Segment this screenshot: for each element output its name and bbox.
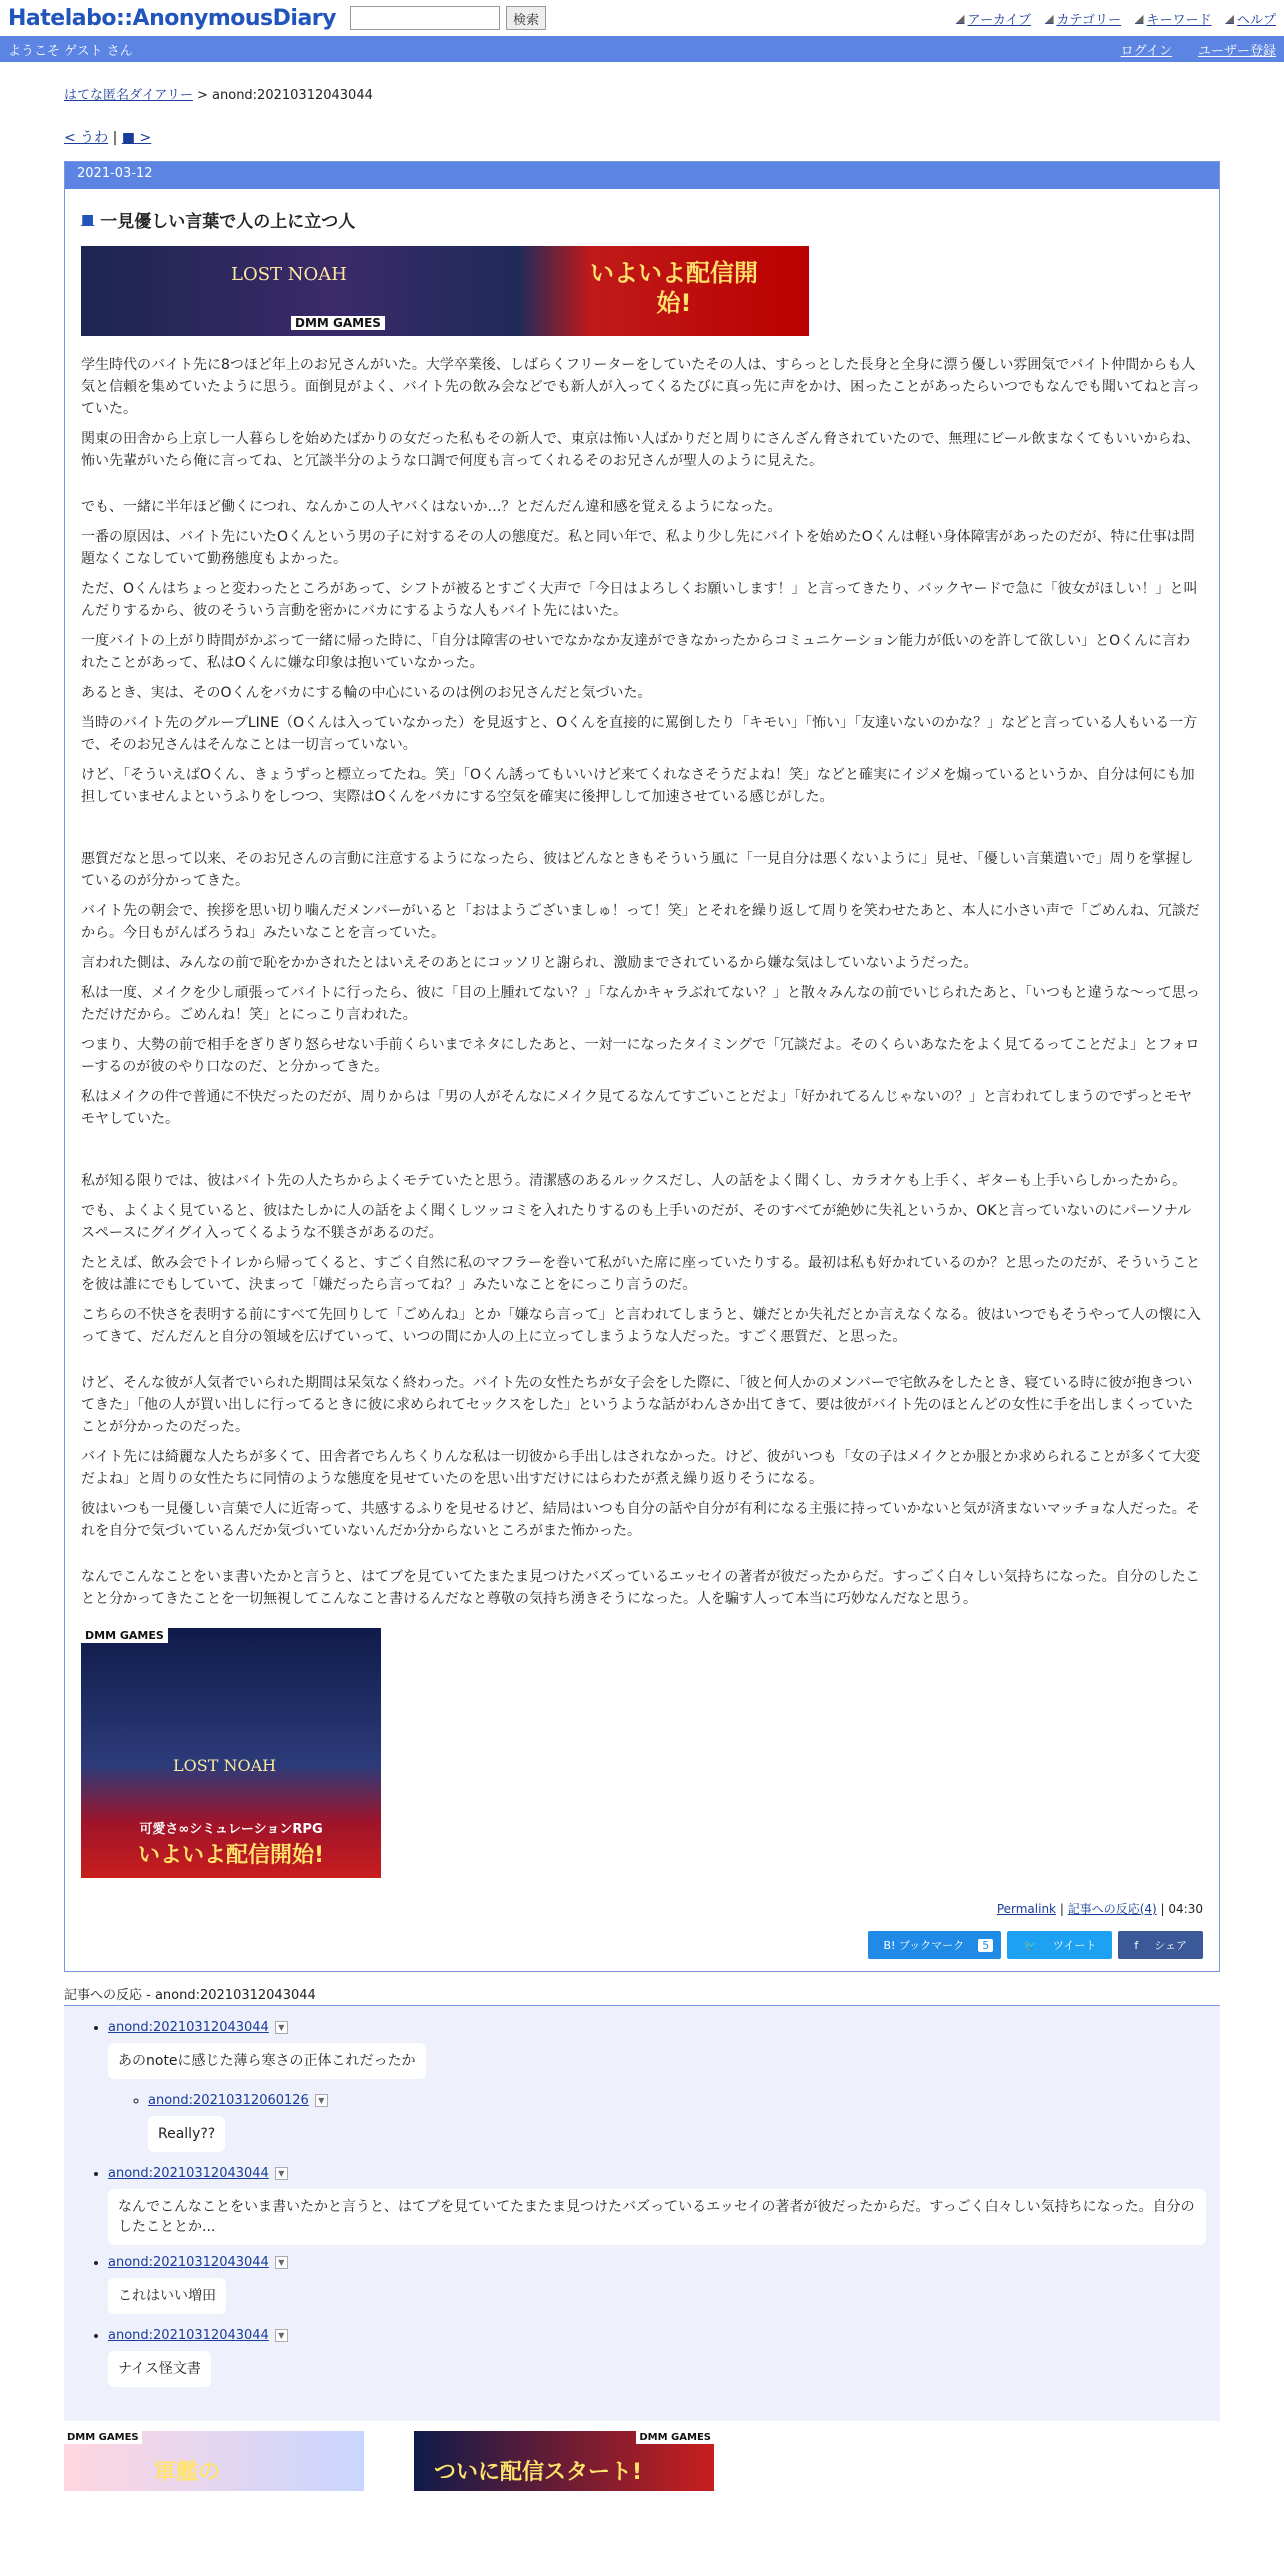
nav-arrow-icon: ◢ [1135, 11, 1144, 25]
body-paragraph: でも、よくよく見ていると、彼はたしかに人の話をよく聞くしツッコミを入れたりするのも上手いのだが、そのすべてが絶妙に失礼というか、OKと言っていないのにパーソナルスペースにグイグイ入ってくるような不躾さがあるのだ。 [81, 1203, 1192, 1241]
body-paragraph: あるとき、実は、そのOくんをバカにする輪の中心にいるのは例のお兄さんだと気づいた。 [81, 685, 652, 701]
share-label: シェア [1154, 1939, 1187, 1952]
body-paragraph: 一度バイトの上がり時間がかぶって一緒に帰った時に、「自分は障害のせいでなかなか友達ができなかったからコミュニケーション能力が低いのを許して欲しい」とOくんに言われたことがあって、私はOくんに嫌な印象は抱いていなかった。 [81, 633, 1191, 671]
body-paragraph: 関東の田舎から上京し一人暮らしを始めたばかりの女だった私もその新人で、東京は怖い人ばかりだと周りにさんざん脅されていたので、無理にビール飲まなくてもいいからね、怖い先輩がいたら俺に言ってね、と冗談半分のような口調で何度も言ってくれるそのお兄さんが聖人のように見えた。 [81, 431, 1200, 469]
entry-footer [81, 1900, 1203, 1917]
tweet-button[interactable] [1007, 1931, 1112, 1959]
reaction-item [108, 2255, 1220, 2324]
day-date: 2021-03-12 [65, 162, 1219, 189]
nav-arrow-icon: ◢ [1225, 11, 1234, 25]
body-paragraph: こちらの不快さを表明する前にすべて先回りして「ごめんね」とか「嫌なら言って」と言われてしまうと、嫌だとか失礼だとか言えなくなる。彼はいつでもそうやって人の懐に入ってきて、だんだんと自分の領域を広げていって、いつの間にか人の上に立ってしまうような人だった。すごく悪質だ、と思った。 [81, 1307, 1201, 1345]
paragraph-spacer [81, 832, 1203, 848]
ad-brand-badge: DMM GAMES [291, 316, 385, 330]
reactions-list [64, 2006, 1220, 2421]
footer-separator: | [1059, 1902, 1064, 1916]
nav-help-link[interactable] [1226, 9, 1276, 28]
body-paragraph: ただ、Oくんはちょっと変わったところがあって、シフトが被るとすごく大声で「今日はよろしくお願いします！」と言ってきたり、バックヤードで急に「彼女がほしい！」と叫んだりするから、彼のそういう言動を密かにバカにするような人もバイト先にはいた。 [81, 581, 1198, 619]
nav-keyword-link[interactable] [1135, 9, 1211, 28]
expand-toggle-icon[interactable]: ▼ [275, 2256, 288, 2269]
expand-toggle-icon[interactable]: ▼ [315, 2094, 328, 2107]
entry-body [81, 354, 1203, 1610]
reaction-text: なんでこんなことをいま書いたかと言うと、はてブを見ていてたまたま見つけたバズっているエッセイの著者が彼だったからだ。すっごく白々しい気持ちになった。自分のしたこととか... [108, 2189, 1206, 2245]
ad-brand-badge: DMM GAMES [81, 1628, 168, 1643]
search-input[interactable] [350, 6, 500, 30]
entry-title-text: 一見優しい言葉で人の上に立つ人 [100, 212, 356, 232]
breadcrumb-root-link[interactable]: はてな匿名ダイアリー [64, 88, 193, 103]
entry-anchor-icon[interactable]: ■ [81, 211, 95, 228]
pager [64, 127, 1220, 147]
body-paragraph: 私が知る限りでは、彼はバイト先の人たちからよくモテていたと思う。清潔感のあるルックスだし、人の話をよく聞くし、カラオケも上手く、ギターも上手いらしかったから。 [81, 1173, 1187, 1189]
nav-category-label: カテゴリー [1056, 12, 1122, 28]
ad-brand-badge: DMM GAMES [64, 2431, 142, 2444]
diary-day [64, 161, 1220, 1972]
entry-title [81, 207, 1203, 232]
ad-banner-logo: LOST NOAH [231, 264, 347, 285]
body-paragraph: 私は一度、メイクを少し頑張ってバイトに行ったら、彼に「目の上腫れてない？」「なんかキャラぶれてない？」と散々みんなの前でいじられたあと、「いつもと違うな〜って思っただけだから。ごめんね！笑」とにっこり言われた。 [81, 985, 1200, 1023]
reactions-link[interactable]: 記事への反応(4) [1067, 1902, 1157, 1916]
reaction-item [108, 2166, 1220, 2245]
top-nav [956, 9, 1276, 28]
reaction-link[interactable]: anond:20210312043044 [108, 2328, 269, 2343]
nav-arrow-icon: ◢ [1045, 11, 1054, 25]
entry-section [65, 189, 1219, 1971]
hatena-bookmark-button[interactable] [868, 1931, 1002, 1959]
user-bar [0, 36, 1284, 62]
ad-banner-headline: いよいよ配信開始! [590, 259, 758, 317]
breadcrumb-separator: > [196, 88, 208, 103]
ad-banner-headline: 軍艦の [154, 2460, 221, 2485]
body-paragraph: けど、「そういえばOくん、きょうずっと標立ってたね。笑」「Oくん誘ってもいいけど来てくれなさそうだよね！笑」などと確実にイジメを煽っているというか、自分は何にも加担していませんよというふりをしつつ、実際はOくんをバカにする空気を確実に後押しして加速させている感じがした。 [81, 767, 1195, 805]
body-paragraph: 悪質だなと思って以来、そのお兄さんの言動に注意するようになったら、彼はどんなときもそういう風に「一見自分は悪くないように」見せ、「優しい言葉遣いで」周りを掌握しているのが分かってきた。 [81, 851, 1194, 889]
paragraph-spacer [81, 1550, 1203, 1566]
facebook-icon: f [1134, 1939, 1139, 1952]
body-paragraph: なんでこんなことをいま書いたかと言うと、はてブを見ていてたまたま見つけたバズっているエッセイの著者が彼だったからだ。すっごく白々しい気持ちになった。自分のしたことと分かってきたことを一切無視してこんなこと書けるんだなと尊敬の気持ち湧きそうになった。人を騙す人って本当に巧妙なんだなと思う。 [81, 1569, 1200, 1607]
site-header [0, 0, 1284, 36]
expand-toggle-icon[interactable]: ▼ [275, 2167, 288, 2180]
register-link[interactable]: ユーザー登録 [1197, 43, 1276, 59]
body-paragraph: 彼はいつも一見優しい言葉で人に近寄って、共感するふりを見せるけど、結局はいつも自分の話や自分が有利になる主張に持っていかないと気が済まないマッチョな人だった。それを自分で気づいているんだか気づいていないんだか分からないところがまた怖かった。 [81, 1501, 1200, 1539]
facebook-share-button[interactable] [1118, 1931, 1203, 1959]
login-link[interactable]: ログイン [1120, 43, 1172, 59]
body-paragraph: バイト先の朝会で、挨拶を思い切り噛んだメンバーがいると「おはようございましゅ！って！笑」とそれを繰り返して周りを笑わせたあと、本人に小さい声で「ごめんね、冗談だから。今日もがんばろうね」みたいなことを言っていた。 [81, 903, 1200, 941]
paragraph-spacer [81, 816, 1203, 832]
reaction-link[interactable]: anond:20210312060126 [148, 2093, 309, 2108]
ad-banner-bottom[interactable] [81, 1628, 381, 1878]
nav-help-label: ヘルプ [1236, 12, 1276, 28]
next-entry-link[interactable]: ■ > [121, 130, 152, 146]
search-form [350, 6, 546, 30]
paragraph-spacer [81, 1154, 1203, 1170]
bookmark-count: 5 [978, 1939, 993, 1952]
reaction-text: これはいい増田 [108, 2278, 226, 2314]
body-paragraph: 学生時代のバイト先に8つほど年上のお兄さんがいた。大学卒業後、しばらくフリーターをしていたその人は、すらっとした長身と全身に漂う優しい雰囲気でバイト仲間からも人気と信頼を集めていたように思う。面倒見がよく、バイト先の飲み会などでも新人が入ってくるたびに真っ先に声をかけ、困ったことがあったらいつでもなんでも聞いてねと言っていた。 [81, 357, 1201, 417]
reaction-item [108, 2020, 1220, 2162]
body-paragraph: 言われた側は、みんなの前で恥をかかされたとはいえそのあとにコッソリと謝られ、激励までされているから嫌な気はしていないようだった。 [81, 955, 978, 971]
bottom-ads [64, 2431, 1220, 2491]
ad-brand-badge: DMM GAMES [636, 2431, 714, 2444]
body-paragraph: 当時のバイト先のグループLINE（Oくんは入っていなかった）を見返すと、Oくんを直接的に罵倒したり「キモい」「怖い」「友達いないのかな？」などと言っている人もいる一方で、そのお兄さんはそんなことは一切言っていない。 [81, 715, 1198, 753]
prev-entry-link[interactable]: < うわ [64, 130, 109, 146]
body-paragraph: でも、一緒に半年ほど働くにつれ、なんかこの人ヤバくはないか…？とだんだん違和感を覚えるようになった。 [81, 499, 782, 515]
paragraph-spacer [81, 480, 1203, 496]
main-content [64, 84, 1220, 2491]
reaction-link[interactable]: anond:20210312043044 [108, 2020, 269, 2035]
ad-banner-logo: LOST NOAH [173, 1756, 277, 1775]
breadcrumb-current: anond:20210312043044 [212, 88, 373, 103]
ad-banner-subtitle: 可愛さ∞シミュレーションRPG [139, 1822, 323, 1837]
pager-separator: | [112, 130, 118, 146]
twitter-icon: 🐦 [1023, 1939, 1037, 1952]
paragraph-spacer [81, 1138, 1203, 1154]
reaction-text: あのnoteに感じた薄ら寒さの正体これだったか [108, 2043, 426, 2079]
share-buttons [81, 1931, 1203, 1959]
body-paragraph: バイト先には綺麗な人たちが多くて、田舎者でちんちくりんな私は一切彼から手出しはされなかった。けど、彼がいつも「女の子はメイクとか服とか求められることが多くて大変だよね」と周りの女性たちに同情のような態度を見せていたのを思い出すだけにはらわたが煮え繰り返りそうになる。 [81, 1449, 1201, 1487]
reaction-link[interactable]: anond:20210312043044 [108, 2255, 269, 2270]
reaction-link[interactable]: anond:20210312043044 [108, 2166, 269, 2181]
site-logo[interactable]: Hatelabo::AnonymousDiary [8, 5, 336, 31]
tweet-label: ツイート [1052, 1939, 1097, 1952]
ad-banner-right[interactable] [414, 2431, 714, 2491]
body-paragraph: 私はメイクの件で普通に不快だったのだが、周りからは「男の人がそんなにメイク見てるなんてすごいことだよ」「好かれてるんじゃないの？」と言われてしまうのでずっとモヤモヤしていた。 [81, 1089, 1193, 1127]
welcome-text: ようこそ ゲスト さん [8, 43, 133, 59]
nav-archive-link[interactable] [956, 9, 1031, 28]
footer-separator: | [1160, 1902, 1165, 1916]
reactions-heading: 記事への反応 - anond:20210312043044 [64, 1984, 1220, 2006]
expand-toggle-icon[interactable]: ▼ [275, 2021, 288, 2034]
entry-time: 04:30 [1168, 1902, 1203, 1916]
reaction-item [108, 2328, 1220, 2397]
search-button[interactable]: 検索 [506, 6, 546, 30]
body-paragraph: けど、そんな彼が人気者でいられた期間は呆気なく終わった。バイト先の女性たちが女子会をした際に、「彼と何人かのメンバーで宅飲みをしたとき、寝ている時に彼が抱きついてきた」「他の人が買い出しに行ってるときに彼に求められてセックスをした」というような話がわんさか出てきて、要は彼がバイト先のほとんどの女性に手を出しまくっていたことが分かったのだった。 [81, 1375, 1194, 1435]
ad-banner-headline: ついに配信スタート! [434, 2460, 643, 2485]
ad-banner-top[interactable] [81, 246, 809, 336]
reaction-item [148, 2093, 1220, 2162]
body-paragraph: つまり、大勢の前で相手をぎりぎり怒らせない手前くらいまでネタにしたあと、一対一になったタイミングで「冗談だよ。そのくらいあなたをよく見てるってことだよ」とフォローするのが彼のやり口なのだ、と分かってきた。 [81, 1037, 1200, 1075]
nav-arrow-icon: ◢ [956, 11, 965, 25]
permalink-link[interactable]: Permalink [996, 1902, 1056, 1916]
nav-keyword-label: キーワード [1146, 12, 1212, 28]
paragraph-spacer [81, 1356, 1203, 1372]
breadcrumb [64, 84, 1220, 103]
reaction-text: ナイス怪文書 [108, 2351, 211, 2387]
body-paragraph: たとえば、飲み会でトイレから帰ってくると、すごく自然に私のマフラーを巻いて私がいた席に座っていたりする。最初は私も好かれているのか？と思ったのだが、そういうことを彼は誰にでもしていて、決まって「嫌だったら言ってね？」みたいなことをにっこり言うのだ。 [81, 1255, 1201, 1293]
nav-category-link[interactable] [1045, 9, 1121, 28]
reaction-text: Really?? [148, 2116, 225, 2152]
expand-toggle-icon[interactable]: ▼ [275, 2329, 288, 2342]
bookmark-label: B! ブックマーク [883, 1939, 965, 1952]
ad-banner-left[interactable] [64, 2431, 364, 2491]
body-paragraph: 一番の原因は、バイト先にいたOくんという男の子に対するその人の態度だ。私と同い年で、私より少し先にバイトを始めたOくんは軽い身体障害があったのだが、特に仕事は問題なくこなしていて勤務態度もよかった。 [81, 529, 1195, 567]
nav-archive-label: アーカイブ [967, 12, 1032, 28]
ad-banner-headline: いよいよ配信開始! [137, 1843, 325, 1868]
